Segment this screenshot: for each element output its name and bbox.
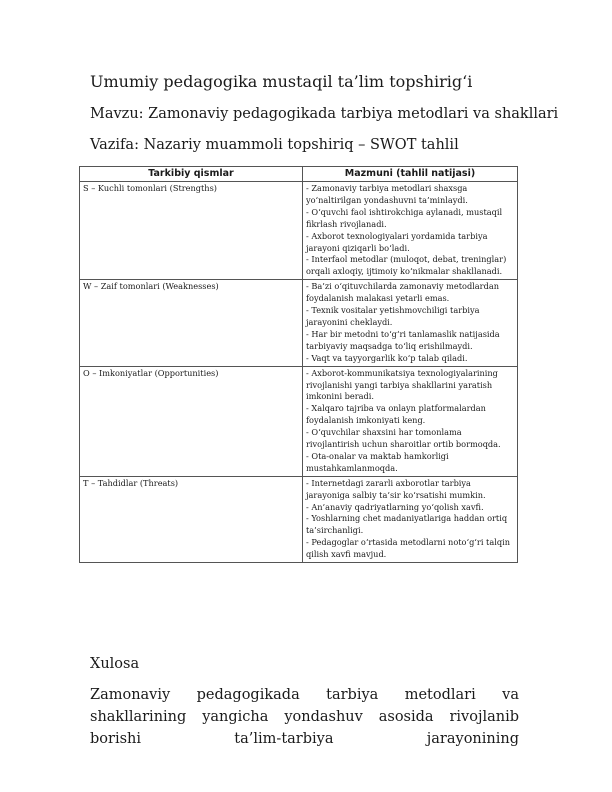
row-label-threats: T – Tahdidlar (Threats) [80,476,303,562]
table-row-strengths [80,182,518,280]
list-item: - Interfaol metodlar (muloqot, debat, treninglar) orqali axloqiy, ijtimoiy ko‘nikmalar shakllanadi. [306,254,507,277]
conclusion-paragraph: Zamonaviy pedagogikada tarbiya metodlari va shakllarining yangicha yondashuv asosida rivojlanib borishi ta’lim-tarbiya jarayonining [90,687,519,747]
list-item: - Yoshlarning chet madaniyatlariga haddan ortiq ta’sirchanligi. [306,513,508,536]
list-item: - Axborot-kommunikatsiya texnologiyalarining rivojlanishi yangi tarbiya shakllarini yaratish imkonini beradi. [306,367,498,402]
row-label-opportunities: O – Imkoniyatlar (Opportunities) [80,366,303,476]
list-item: - Ba’zi o‘qituvchilarda zamonaviy metodlardan foydalanish malakasi yetarli emas. [306,281,499,304]
row-content-opportunities [303,366,518,476]
row-label-weaknesses: W – Zaif tomonlari (Weaknesses) [80,280,303,366]
table-row-threats [80,476,518,562]
document-title: Umumiy pedagogika mustaqil ta’lim topshirig‘i [90,72,473,91]
row-content-weaknesses [303,280,518,366]
list-item: - Internetdagi zararli axborotlar tarbiya jarayoniga salbiy ta’sir ko‘rsatishi mumkin. [306,477,486,500]
row-content-threats [303,476,518,562]
row-label-strengths: S – Kuchli tomonlari (Strengths) [80,182,303,280]
table-header-row [80,167,518,182]
list-item: - Har bir metodni to‘g‘ri tanlamaslik natijasida tarbiyaviy maqsadga to‘liq erishilmaydi. [306,328,500,351]
list-item: - Ota-onalar va maktab hamkorligi mustahkamlanmoqda. [306,450,449,473]
list-item: - Axborot texnologiyalari yordamida tarbiya jarayoni qiziqarli bo‘ladi. [306,230,488,253]
column-header-content: Mazmuni (tahlil natijasi) [303,167,518,182]
conclusion-heading: Xulosa [90,656,140,672]
list-item: - Texnik vositalar yetishmovchiligi tarbiya jarayonini cheklaydi. [306,305,480,327]
table-row-weaknesses [80,280,518,366]
swot-table [79,166,518,563]
task-line: Vazifa: Nazariy muammoli topshiriq – SWOT tahlil [90,137,459,153]
list-item: - O‘quvchilar shaxsini har tomonlama rivojlantirish uchun sharoitlar ortib bormoqda. [306,427,501,450]
column-header-components: Tarkibiy qismlar [80,167,303,182]
row-content-strengths [303,182,518,280]
list-item: - Pedagoglar o‘rtasida metodlarni noto‘g‘ri talqin qilish xavfi mavjud. [306,537,510,560]
list-item: - Xalqaro tajriba va onlayn platformalardan foydalanish imkoniyati keng. [306,403,486,426]
list-item: - Vaqt va tayyorgarlik ko‘p talab qiladi. [306,352,468,363]
topic-line: Mavzu: Zamonaviy pedagogikada tarbiya metodlari va shakllari [90,106,559,122]
list-item: - Zamonaviy tarbiya metodlari shaxsga yo‘naltirilgan yondashuvni ta’minlaydi. [306,183,468,205]
list-item: - An’anaviy qadriyatlarning yo‘qolish xavfi. [306,501,484,512]
list-item: - O‘quvchi faol ishtirokchiga aylanadi, mustaqil fikrlash rivojlanadi. [306,206,503,229]
table-row-opportunities [80,366,518,476]
